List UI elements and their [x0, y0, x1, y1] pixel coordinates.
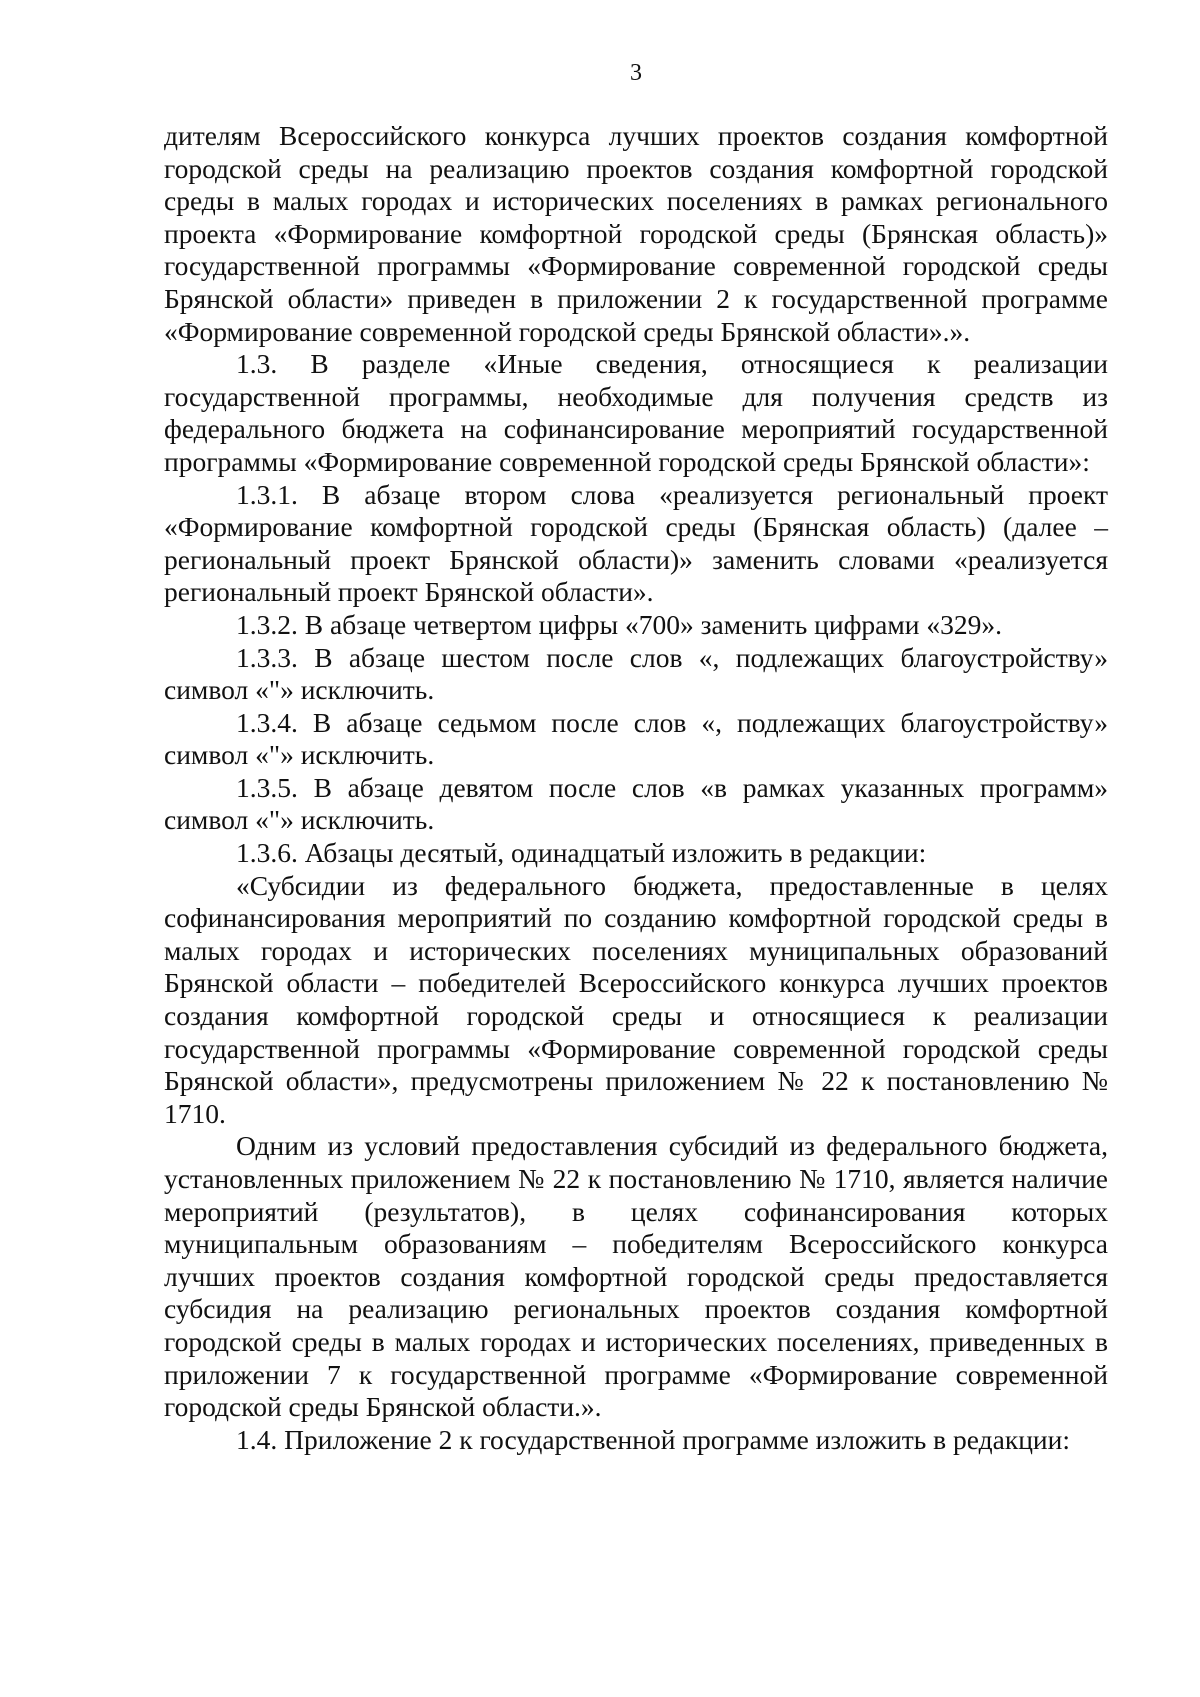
paragraph-1-3-6: 1.3.6. Абзацы десятый, одинадцатый изложить в редакции:: [236, 837, 927, 869]
paragraph-1-3-1: 1.3.1. В абзаце втором слова «реализуется региональный проект «Формирование комфортной городской среды (Брянская область) (далее – региональный проект Брянской области)» заменить словами «реализуется региональный проект Брянской области».: [164, 478, 1108, 608]
paragraph-continuation: дителям Всероссийского конкурса лучших проектов создания комфортной городской среды на реализацию проектов создания комфортной городской среды в малых городах и исторических поселениях в рамках регионального проекта «Формирование комфортной городской среды (Брянская область)» государственной программы «Формирование современной городской среды Брянской области» приведен в приложении 2 к государственной программе «Формирование современной городской среды Брянской области».».: [164, 120, 1108, 347]
paragraph-1-4: 1.4. Приложение 2 к государственной программе изложить в редакции:: [236, 1423, 1070, 1455]
paragraph-1-3-2: 1.3.2. В абзаце четвертом цифры «700» заменить цифрами «329».: [236, 608, 1003, 640]
paragraph-1-3: 1.3. В разделе «Иные сведения, относящиеся к реализации государственной программы, необходимые для получения средств из федерального бюджета на софинансирование мероприятий государственной программы «Формирование современной городской среды Брянской области»:: [164, 348, 1108, 477]
paragraph-subsidies-quote: «Субсидии из федерального бюджета, предоставленные в целях софинансирования мероприятий по созданию комфортной городской среды в малых городах и исторических поселениях муниципальных образований Брянской области – победителей Всероссийского конкурса лучших проектов создания комфортной городской среды и относящиеся к реализации государственной программы «Формирование современной городской среды Брянской области», предусмотрены приложением № 22 к постановлению № 1710.: [164, 869, 1108, 1129]
page-number: 3: [630, 60, 642, 86]
document-body: [164, 120, 1108, 1456]
paragraph-1-3-4: 1.3.4. В абзаце седьмом после слов «, подлежащих благоустройству» символ «"» исключить.: [164, 706, 1108, 771]
paragraph-1-3-5: 1.3.5. В абзаце девятом после слов «в рамках указанных программ» символ «"» исключить.: [164, 771, 1108, 836]
paragraph-1-3-3: 1.3.3. В абзаце шестом после слов «, подлежащих благоустройству» символ «"» исключить.: [164, 641, 1108, 706]
paragraph-subsidy-conditions: Одним из условий предоставления субсидий из федерального бюджета, установленных приложением № 22 к постановлению № 1710, является наличие мероприятий (результатов), в целях софинансирования которых муниципальным образованиям – победителям Всероссийского конкурса лучших проектов создания комфортной городской среды предоставляется субсидия на реализацию региональных проектов создания комфортной городской среды в малых городах и исторических поселениях, приведенных в приложении 7 к государственной программе «Формирование современной городской среды Брянской области.».: [164, 1130, 1108, 1423]
